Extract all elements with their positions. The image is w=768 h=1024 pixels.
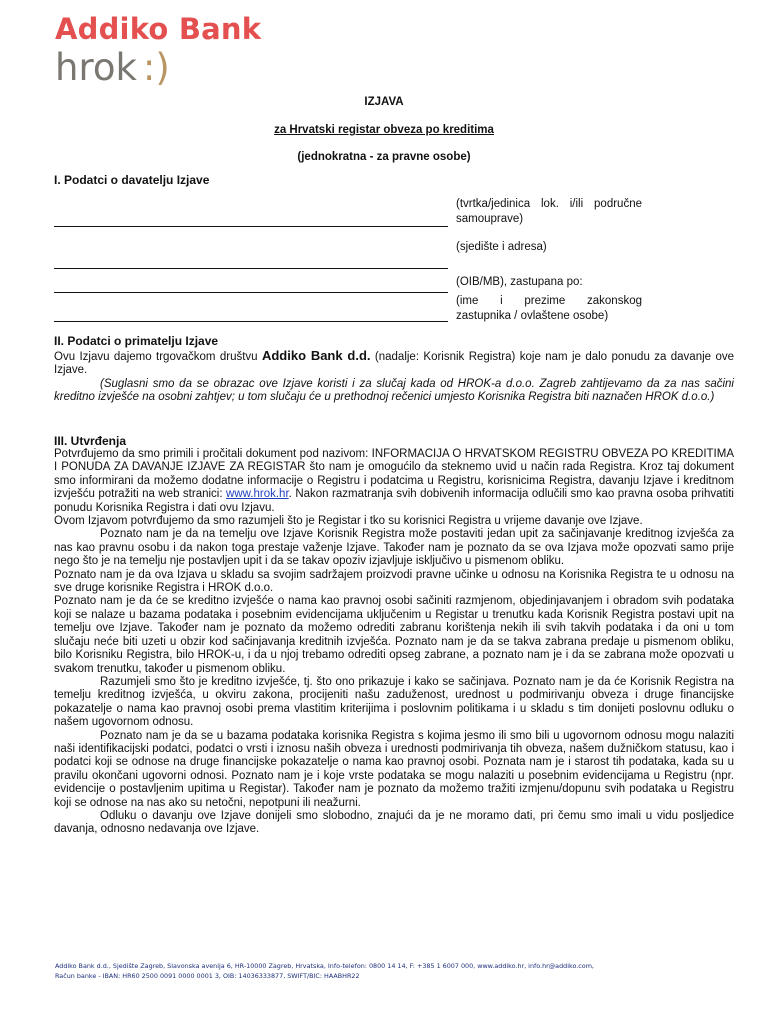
field-line-address[interactable] <box>54 268 448 269</box>
section-heading-giver: I. Podatci o davatelju Izjave <box>54 173 210 187</box>
findings-paragraph-3: Poznato nam je da na temelju ove Izjave Korisnik Registra može postaviti jedan upit za sačinjavanje kreditnog izvješća za nas kao pravnu osobu i da nakon toga prestaje važenje Izjave. Također nam je poznato da se ova Izjava može opozvati samo prije nego što je na temelju nje postavljen upit i da se takav opoziv izjavljuje isključivo u pismenom obliku. <box>54 528 734 568</box>
hint-seat-address: (sjedište i adresa) <box>456 241 547 253</box>
section-findings-body <box>54 448 734 837</box>
hint-company-name: (tvrtka/jedinica lok. i/ili područne samouprave) <box>456 198 642 225</box>
findings-paragraph-6: Razumjeli smo što je kreditno izvješće, tj. što ono prikazuje i kako se sačinjava. Poznato nam je da će Korisnik Registra na temelju kreditnog izvješća, u okviru zakona, procijeniti našu zaduženost, urednost u podmirivanju obveza i druge financijske pokazatelje o nama kao pravnoj osobi prema vlastitim kriterijima i poslovnim politikama i u skladu s tim donijeti poslovnu odluku o našem ugovornom odnosu. <box>54 675 734 729</box>
findings-paragraph-1 <box>54 448 734 515</box>
findings-p1-text-b: . Nakon razmatranja svih dobivenih informacija odlučili smo kao pravna osoba prihvatiti ponudu Korisnika Registra i dati ovu Izjavu. <box>54 488 734 514</box>
section-heading-recipient: II. Podatci o primatelju Izjave <box>54 334 219 348</box>
logo-hrok-text: hrok <box>55 46 137 89</box>
recipient-text-a: Ovu Izjavu dajemo trgovačkom društvu <box>54 351 262 363</box>
page-footer <box>55 962 715 981</box>
section-heading-findings: III. Utvrđenja <box>54 434 127 448</box>
recipient-text-b: (nadalje: Korisnik Registra) koje nam je dalo ponudu za davanje ove Izjave. <box>54 351 734 377</box>
hint-oib-mb: (OIB/MB), zastupana po: <box>456 276 583 288</box>
findings-paragraph-4: Poznato nam je da ova Izjava u skladu sa svojim sadržajem proizvodi pravne učinke u odnosu na Korisnika Registra te u odnosu na sve druge korisnike Registra i HROK d.o.o. <box>54 568 734 595</box>
logo-hrok-wordmark <box>55 46 261 90</box>
logo-bank-name: Addiko Bank <box>55 12 262 46</box>
recipient-paragraph <box>54 349 734 378</box>
hrok-website-link[interactable]: www.hrok.hr <box>226 488 289 501</box>
recipient-note: (Suglasni smo da se obrazac ove Izjave koristi i za slučaj kada od HROK-a d.o.o. Zagreb zahtijevamo da za nas sačini kreditno izvješće na osobni zahtjev; u tom slučaju će u prethodnoj rečenici umjesto Korisnika Registra biti naznačen HROK d.o.o.) <box>54 377 734 404</box>
document-title: IZJAVA <box>364 96 404 108</box>
findings-paragraph-8: Odluku o davanju ove Izjave donijeli smo slobodno, znajući da je ne moramo dati, pri čemu smo imali u vidu posljedice davanja, odnosno nedavanja ove Izjave. <box>54 809 734 836</box>
recipient-bank-name: Addiko Bank d.d. <box>261 348 371 363</box>
findings-paragraph-2: Ovom Izjavom potvrđujemo da smo razumjeli što je Registar i tko su korisnici Registra u vrijeme davanje ove Izjave. <box>54 515 643 528</box>
section-recipient-body <box>54 349 734 405</box>
field-line-representative[interactable] <box>54 321 448 322</box>
document-type-note: (jednokratna - za pravne osobe) <box>297 151 471 163</box>
footer-address-line: Addiko Bank d.d., Sjedište Zagreb, Slavonska avenija 6, HR-10000 Zagreb, Hrvatska, Info-telefon: 0800 14 14, F: +385 1 6007 000, www.addiko.hr, info.hr@addiko.com, <box>55 962 594 970</box>
document-subtitle: za Hrvatski registar obveza po kreditima <box>274 124 494 136</box>
findings-p1-text-a: Potvrđujemo da smo primili i pročitali dokument pod nazivom: INFORMACIJA O HRVATSKOM REGISTRU OBVEZA PO KREDITIMA I PONUDA ZA DAVANJE IZJAVE ZA REGISTAR što nam je omogućilo da steknemo uvid u način rada Registra. Kroz taj dokument smo informirani da možemo dodatne informacije o Registru i podatcima u Registru, korisnicima Registra, davanju Izjave i kreditnom izvješću potražiti na web stranici: <box>54 448 734 501</box>
hint-representative: (ime i prezime zakonskog zastupnika / ovlaštene osobe) <box>456 295 642 322</box>
field-line-company[interactable] <box>54 226 448 227</box>
addiko-hrok-logo <box>55 12 261 90</box>
findings-paragraph-5: Poznato nam je da će se kreditno izvješće o nama kao pravnoj osobi sačiniti razmjenom, objedinjavanjem i obradom svih podataka koji se nalaze u bazama podataka i posebnim evidencijama uključenim u Registar u trenutku kada Korisnik Registra postavi upit na temelju ove Izjave. Također nam je poznato da možemo odrediti zabranu korištenja nekih ili svih takvih podataka i da oni u tom slučaju neće biti uzeti u obzir kod sačinjavanja kreditnih izvješća. Poznato nam je da se takva zabrana predaje u pismenom obliku, bilo Korisniku Registra, bilo HROK-u, i da u njoj trebamo odrediti opseg zabrane, a poznato nam je i da se zabrana može opozvati u svakom trenutku, također u pismenom obliku. <box>54 595 734 675</box>
findings-paragraph-7: Poznato nam je da se u bazama podataka korisnika Registra s kojima jesmo ili smo bili u ugovornom odnosu mogu nalaziti naši identifikacijski podatci, podatci o vrsti i iznosu naših obveza i urednosti podmirivanja tih obveza, našem dužničkom statusu, kao i podatci koji se odnose na druge financijske pokazatelje o nama kao pravnoj osobi. Poznata nam je i starost tih podataka, kada su u pravilu okončani ugovorni odnosi. Poznato nam je i koje vrste podataka se mogu nalaziti u posebnim evidencijama u Registru (npr. evidencije o postavljenim upitima u Registar). Također nam je poznato da možemo tražiti izmjenu/dopunu svih podataka u Registru koji se odnose na nas ako su netočni, nepotpuni ili neažurni. <box>54 729 734 809</box>
smile-icon: :) <box>142 46 170 89</box>
field-line-oib[interactable] <box>54 292 448 293</box>
footer-bank-account-line: Račun banke - IBAN: HR60 2500 0091 0000 0001 3, OIB: 14036333877, SWIFT/BIC: HAABHR22 <box>55 971 360 980</box>
